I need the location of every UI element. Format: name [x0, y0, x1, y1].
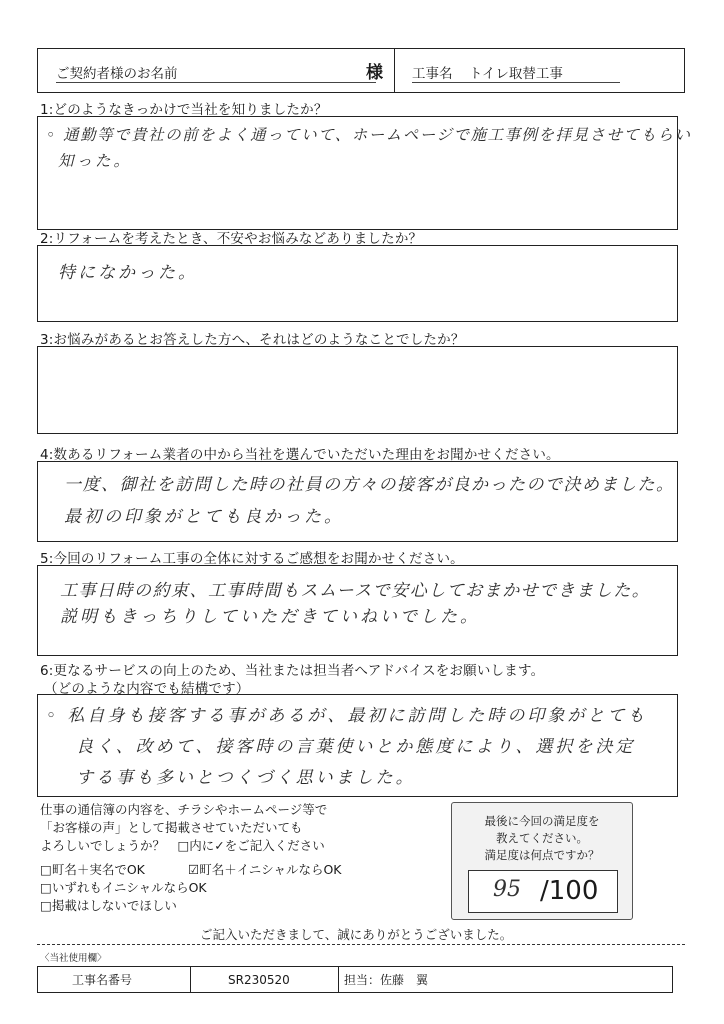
answer-5-line-1: 工事日時の約束、工事時間もスムースで安心しておまかせできました。: [60, 581, 651, 601]
footer-divider-1: [190, 967, 191, 992]
question-3-label: 3:お悩みがあるとお答えした方へ、それはどのようなことでしたか？: [40, 332, 465, 348]
question-2-label: 2:リフォームを考えたとき、不安やお悩みなどありましたか？: [40, 231, 423, 247]
header-box: [37, 48, 685, 93]
question-1-label: 1:どのようなきっかけで当社を知りましたか？: [40, 102, 328, 118]
footer-divider-2: [338, 967, 339, 992]
option-initial-both-label: いずれもイニシャルならOK: [51, 880, 207, 895]
satisfaction-question-3: 満足度は何点ですか？: [484, 848, 600, 862]
answer-4-line-2: 最初の印象がとても良かった。: [64, 507, 344, 527]
option-realname[interactable]: [40, 860, 145, 878]
checkbox-initial-both[interactable]: □: [40, 880, 52, 895]
permission-text-3: よろしいでしょうか？ □内に✓をご記入ください: [40, 838, 325, 853]
option-initial-town-label: 町名＋イニシャルならOK: [199, 862, 342, 877]
question-6-sublabel: （どのような内容でも結構です）: [44, 681, 250, 697]
permission-text-2: 「お客様の声」として掲載させていただいても: [40, 820, 303, 835]
staff-label: 担当：: [344, 973, 381, 987]
answer-2-box: [37, 245, 678, 322]
staff-name: 佐藤 翼: [380, 973, 429, 987]
score-value: 95: [493, 877, 521, 902]
internal-use-label: 〈当社使用欄〉: [40, 953, 107, 964]
project-name: トイレ取替工事: [469, 66, 563, 82]
project-label: 工事名: [412, 66, 453, 82]
checkbox-initial-town[interactable]: ☑: [188, 862, 200, 877]
option-no-publish-label: 掲載はしないでほしい: [51, 898, 177, 913]
customer-name-underline: [56, 82, 376, 83]
answer-2-line-1: 特になかった。: [58, 263, 198, 283]
answer-6-box: [37, 694, 678, 797]
question-4-label: 4:数あるリフォーム業者の中から当社を選んでいただいた理由をお聞かせください。: [40, 447, 560, 463]
checkbox-no-publish[interactable]: □: [40, 898, 52, 913]
score-max: /100: [540, 876, 599, 906]
question-6-label: 6:更なるサービスの向上のため、当社または担当者へアドバイスをお願いします。: [40, 663, 545, 679]
answer-3-box: [37, 346, 678, 434]
satisfaction-question-1: 最後に今回の満足度を: [484, 814, 600, 828]
satisfaction-panel: [451, 802, 633, 920]
answer-4-box: [37, 461, 678, 542]
project-underline: [412, 82, 620, 83]
answer-6-line-3: する事も多いとつくづく思いました。: [76, 768, 416, 788]
answer-4-line-1: 一度、御社を訪問した時の社員の方々の接客が良かったので決めました。: [64, 475, 675, 495]
option-initial-both[interactable]: [40, 878, 207, 896]
dashed-divider: [37, 944, 685, 945]
customer-name-label: ご契約者様のお名前: [56, 66, 178, 82]
honorific: 様: [366, 63, 383, 83]
option-no-publish[interactable]: [40, 896, 177, 914]
internal-use-table: [37, 966, 673, 993]
header-divider: [394, 49, 395, 92]
satisfaction-question-2: 教えてください。: [496, 831, 588, 845]
thanks-message: ご記入いただきまして、誠にありがとうございました。: [200, 927, 513, 942]
answer-6-line-2: 良く、改めて、接客時の言葉使いとか態度により、選択を決定: [76, 737, 636, 757]
checkbox-realname[interactable]: □: [40, 862, 52, 877]
answer-1-line-1: ◦ 通勤等で貴社の前をよく通っていて、ホームページで施工事例を拝見させてもらい: [46, 126, 692, 144]
option-initial-town[interactable]: [188, 860, 342, 878]
answer-1-box: [37, 116, 692, 230]
answer-5-line-2: 説明もきっちりしていただきていねいでした。: [60, 607, 480, 627]
project-number: SR230520: [228, 972, 290, 987]
answer-6-line-1: ◦ 私自身も接客する事があるが、最初に訪問した時の印象がとても: [46, 706, 648, 726]
permission-text-1: 仕事の通信簿の内容を、チラシやホームページ等で: [40, 802, 328, 817]
answer-1-line-2: 知った。: [58, 152, 133, 170]
score-box[interactable]: [468, 870, 618, 913]
option-realname-label: 町名＋実名でOK: [51, 862, 145, 877]
question-5-label: 5:今回のリフォーム工事の全体に対するご感想をお聞かせください。: [40, 551, 464, 567]
project-number-label: 工事名番号: [72, 973, 133, 987]
answer-5-box: [37, 565, 678, 656]
